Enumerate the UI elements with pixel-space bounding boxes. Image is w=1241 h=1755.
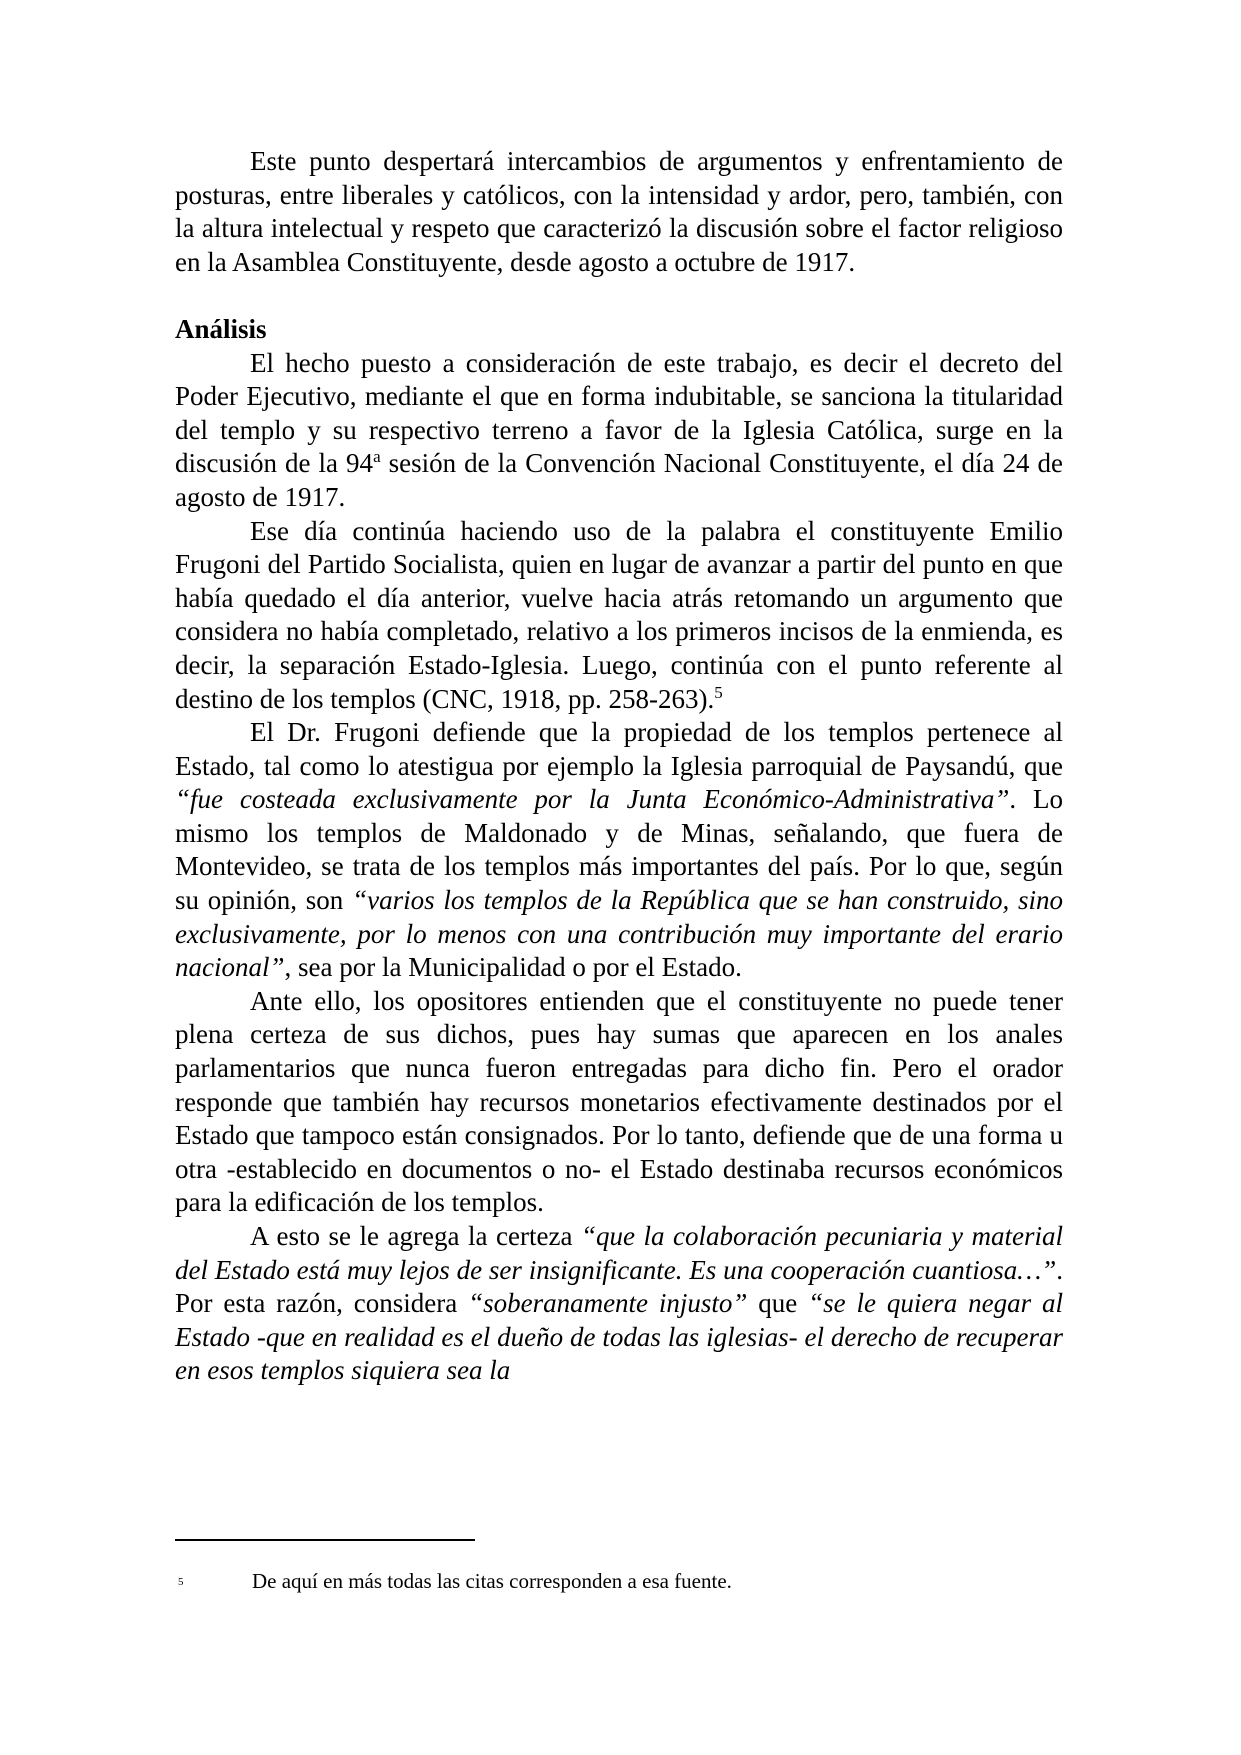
footnote-marker: [175, 1568, 252, 1599]
text-segment: que: [747, 1288, 809, 1319]
text-segment: A esto se le agrega la certeza: [250, 1221, 581, 1251]
section-heading: [175, 313, 1063, 347]
text-segment: Ese día continúa haciendo uso de la palabra el constituyente Emilio Frugoni del Partido Socialista, quien en lugar de avanzar a partir del punto en que había quedado el día anterior, vuelve hacia atrás retomando un argumento que considera no había completado, relativo a los primeros incisos de la enmienda, es decir, la separación Estado-Iglesia. Luego, continúa con el punto referente al destino de los templos (CNC, 1918, pp. 258-263).: [175, 515, 1063, 714]
text-segment: El Dr. Frugoni defiende que la propiedad de los templos pertenece al Estado, tal como lo atestigua por ejemplo la Iglesia parroquial de Paysandú, que: [175, 717, 1063, 781]
text-segment: Ante ello, los opositores entienden que el constituyente no puede tener plena certeza de sus dichos, pues hay sumas que aparecen en los anales parlamentarios que nunca fueron entregadas para dicho fin. Pero el orador responde que también hay recursos monetarios efectivamente destinados por el Estado que tampoco están consignados. Por lo tanto, defiende que de una forma u otra -establecido en documentos o no- el Estado destinaba recursos económicos para la edificación de los templos.: [175, 985, 1063, 1218]
text-block: [175, 145, 1063, 1388]
text-segment: Análisis: [175, 313, 267, 344]
paragraph: [175, 145, 1063, 279]
text-segment: , sea por la Municipalidad o por el Estado.: [284, 952, 742, 983]
footnote-text: De aquí en más todas las citas corresponden a esa fuente.: [252, 1569, 732, 1593]
paragraph: [175, 1220, 1063, 1388]
superscript: 5: [714, 682, 723, 702]
text-segment: . Por esta razón, considera: [175, 1254, 1063, 1319]
footnote-marker-number: 5: [178, 1576, 184, 1588]
italic-quote-segment: “se le quiera negar al Estado -que en realidad es el dueño de todas las iglesias- el derecho de recuperar en esos templos siquiera sea la: [175, 1288, 1064, 1386]
superscript: a: [373, 447, 381, 467]
text-segment: El hecho puesto a consideración de este trabajo, es decir el decreto del Poder Ejecutivo, mediante el que en forma indubitable, se sanciona la titularidad del templo y su respectivo terreno a favor de la Iglesia Católica, surge en la discusión de la 94: [175, 347, 1063, 479]
paragraph: [175, 515, 1063, 717]
italic-quote-segment: “que la colaboración pecuniaria y material del Estado está muy lejos de ser insignificante. Es una cooperación cuantiosa…”: [175, 1221, 1064, 1285]
text-segment: . Lo mismo los templos de Maldonado y de Minas, señalando, que fuera de Montevideo, se trata de los templos más importantes del país. Por lo que, según su opinión, son: [175, 784, 1063, 916]
footnote-separator: [175, 1539, 475, 1541]
footnote: [175, 1568, 1063, 1599]
text-segment: sesión de la Convención Nacional Constituyente, el día 24 de agosto de 1917.: [175, 448, 1063, 512]
text-segment: Este punto despertará intercambios de argumentos y enfrentamiento de posturas, entre liberales y católicos, con la intensidad y ardor, pero, también, con la altura intelectual y respeto que caracterizó la discusión sobre el factor religioso en la Asamblea Constituyente, desde agosto a octubre de 1917.: [175, 146, 1063, 277]
paragraph: [175, 985, 1063, 1220]
italic-quote-segment: “fue costeada exclusivamente por la Junta Económico-Administrativa”: [175, 784, 1010, 815]
italic-quote-segment: “varios los templos de la República que se han construido, sino exclusivamente, por lo menos con una contribución muy importante del erario nacional”: [175, 885, 1063, 983]
paragraph: [175, 716, 1063, 985]
italic-quote-segment: “soberanamente injusto”: [468, 1288, 748, 1319]
paragraph: [175, 347, 1063, 515]
